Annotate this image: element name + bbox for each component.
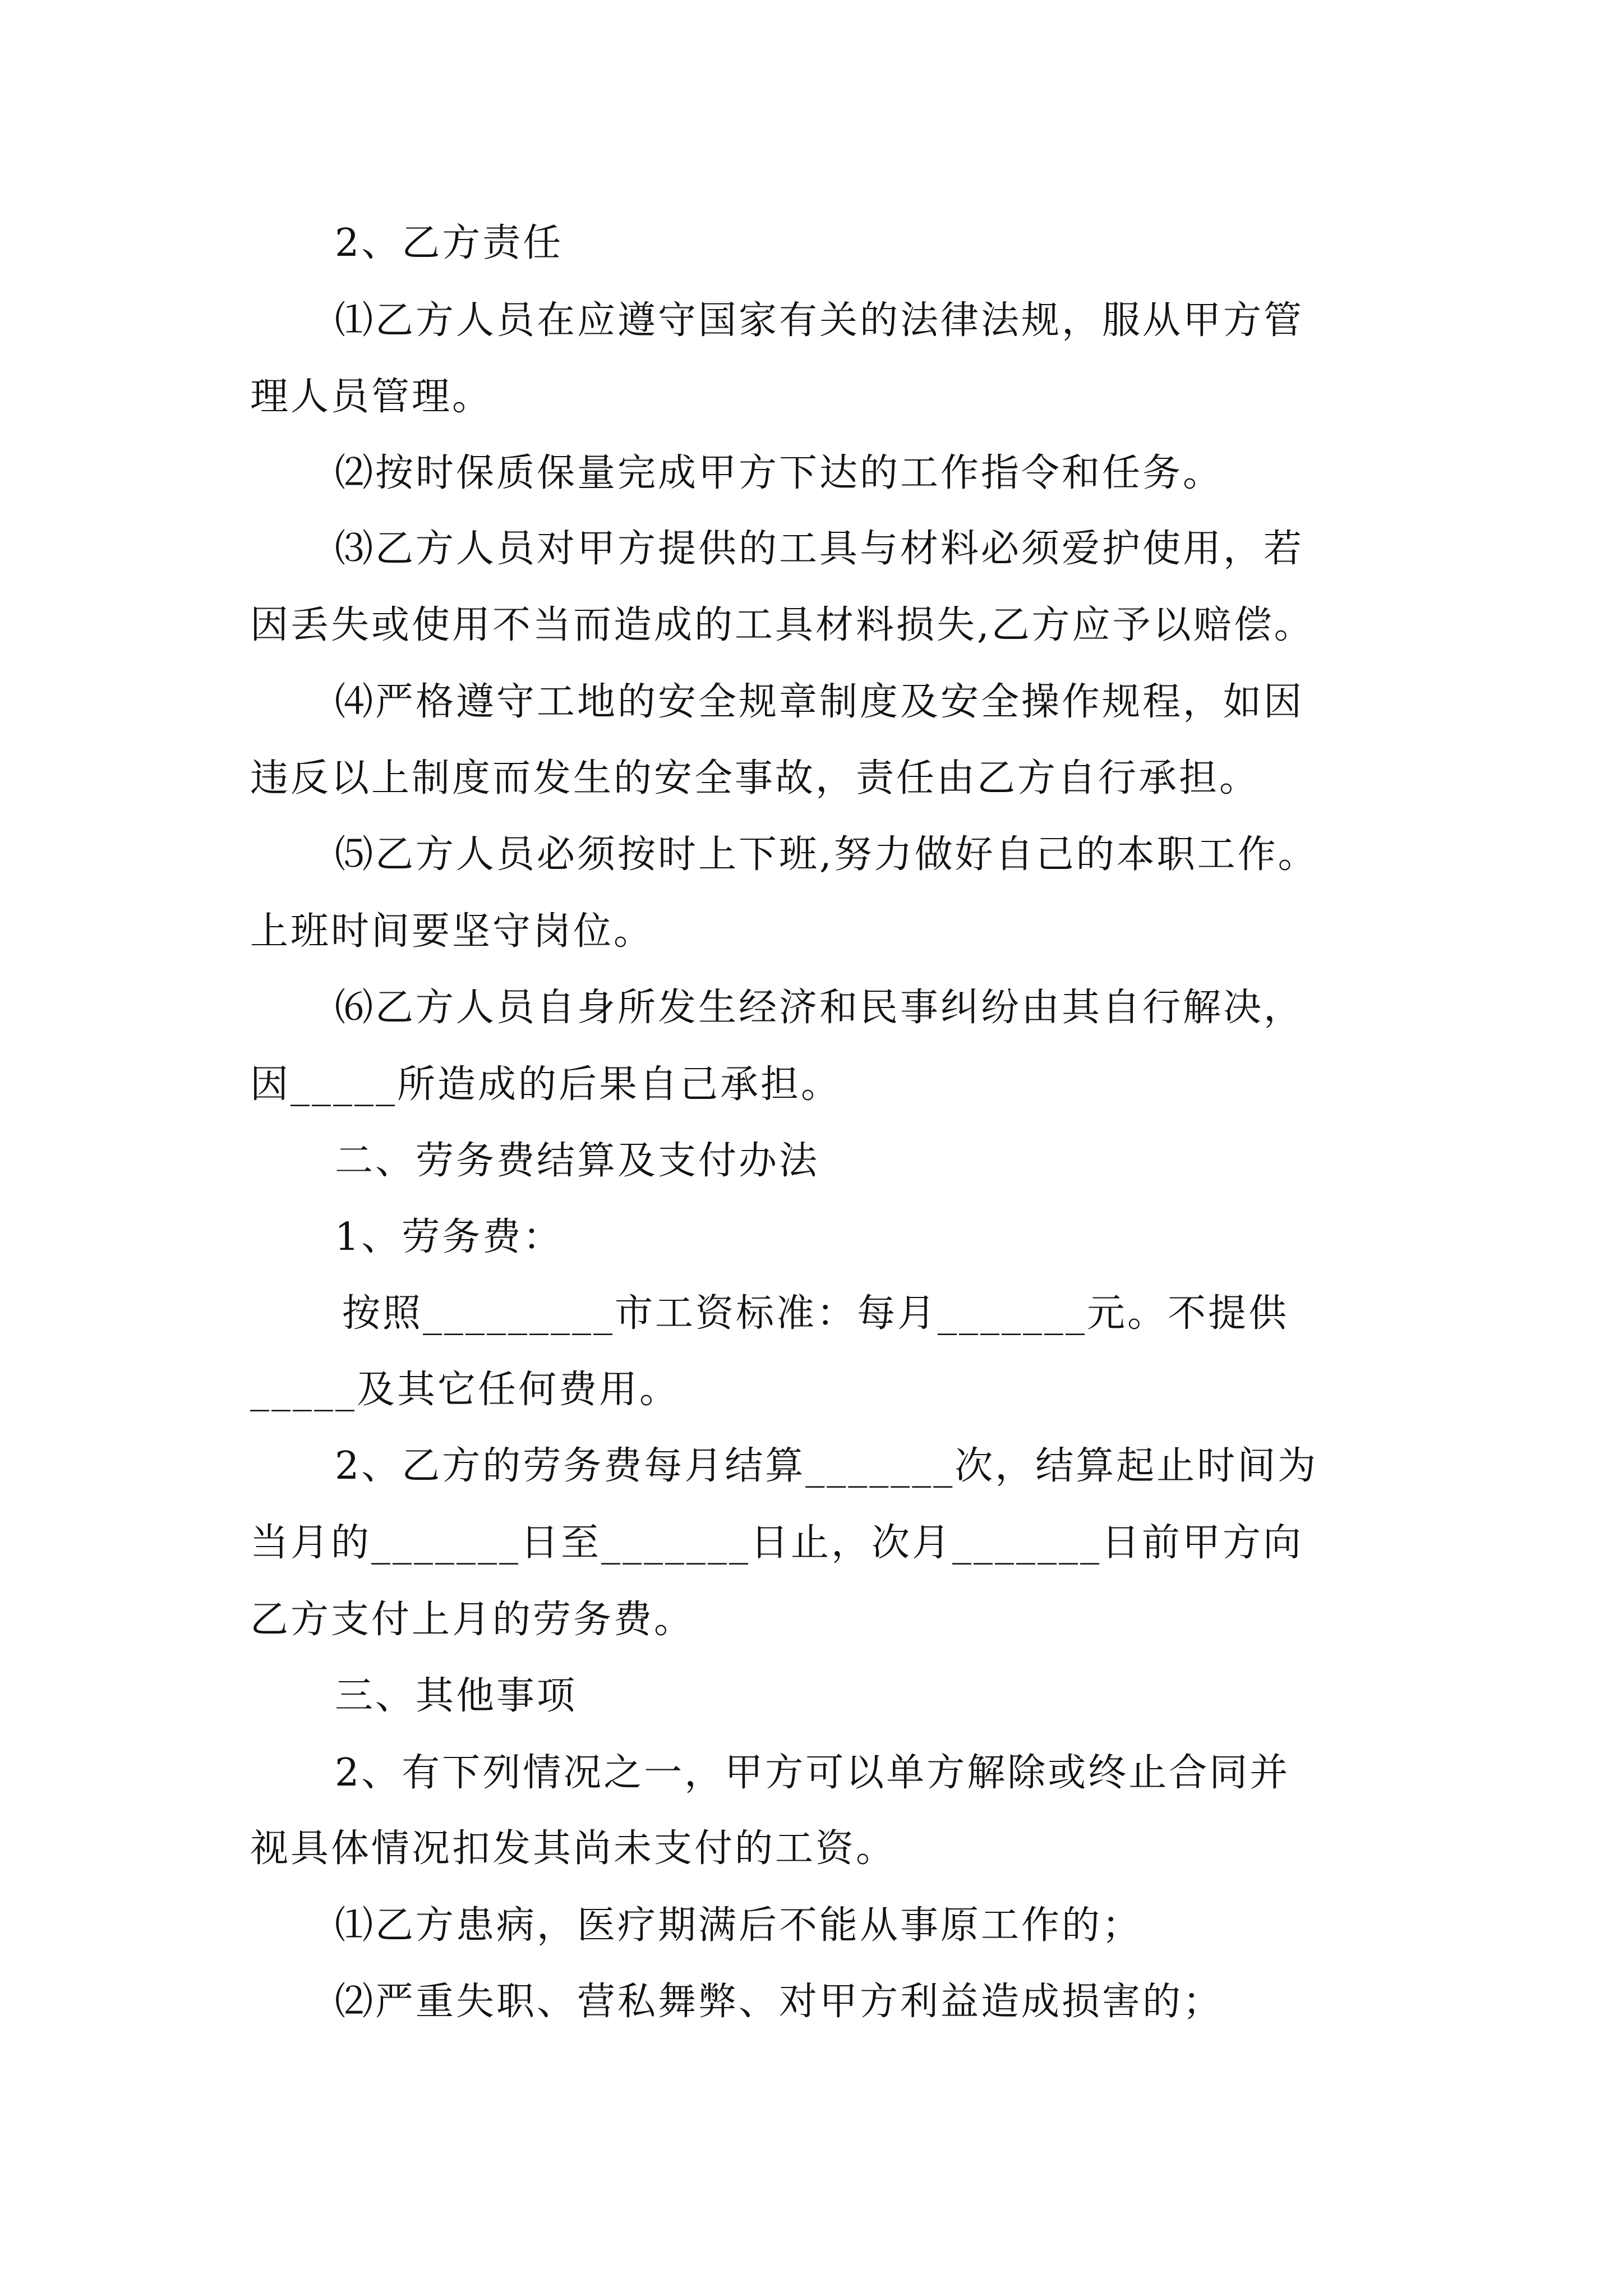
section-heading-party-b-responsibility: 2、乙方责任 <box>335 221 564 265</box>
subheading-labor-fee: 1、劳务费： <box>335 1215 564 1259</box>
clause-line: 2、乙方的劳务费每月结算_______次，结算起止时间为 <box>335 1444 1318 1488</box>
clause-line: ⑶乙方人员对甲方提供的工具与材料必须爱护使用，若 <box>335 527 1304 571</box>
clause-line: 乙方支付上月的劳务费。 <box>250 1598 695 1642</box>
clause-line: ⑷严格遵守工地的安全规章制度及安全操作规程，如因 <box>335 680 1304 724</box>
clause-line: ⑴乙方人员在应遵守国家有关的法律法规，服从甲方管 <box>335 298 1304 343</box>
clause-line: 视具体情况扣发其尚未支付的工资。 <box>250 1826 897 1871</box>
clause-line: ⑴乙方患病，医疗期满后不能从事原工作的； <box>335 1903 1143 1948</box>
clause-line: _____及其它任何费用。 <box>250 1368 680 1412</box>
clause-line: 2、有下列情况之一，甲方可以单方解除或终止合同并 <box>335 1751 1290 1795</box>
clause-line: ⑵按时保质保量完成甲方下达的工作指令和任务。 <box>335 451 1224 495</box>
section-heading-other-matters: 三、其他事项 <box>335 1674 578 1718</box>
clause-line: 因_____所造成的后果自己承担。 <box>250 1062 842 1107</box>
clause-line: 当月的_______日至_______日止，次月_______日前甲方向 <box>250 1521 1304 1565</box>
clause-line: 理人员管理。 <box>250 375 493 419</box>
clause-line: ⑹乙方人员自身所发生经济和民事纠纷由其自行解决， <box>335 986 1304 1030</box>
section-heading-payment: 二、劳务费结算及支付办法 <box>335 1139 820 1183</box>
clause-line: ⑵严重失职、营私舞弊、对甲方利益造成损害的； <box>335 1980 1224 2024</box>
clause-line: ⑸乙方人员必须按时上下班,努力做好自己的本职工作。 <box>335 832 1318 877</box>
clause-line: 违反以上制度而发生的安全事故，责任由乙方自行承担。 <box>250 756 1260 800</box>
clause-line: 上班时间要坚守岗位。 <box>250 909 654 954</box>
clause-line: 按照_________市工资标准：每月_______元。不提供 <box>342 1291 1289 1336</box>
clause-line: 因丢失或使用不当而造成的工具材料损失,乙方应予以赔偿。 <box>250 603 1315 647</box>
